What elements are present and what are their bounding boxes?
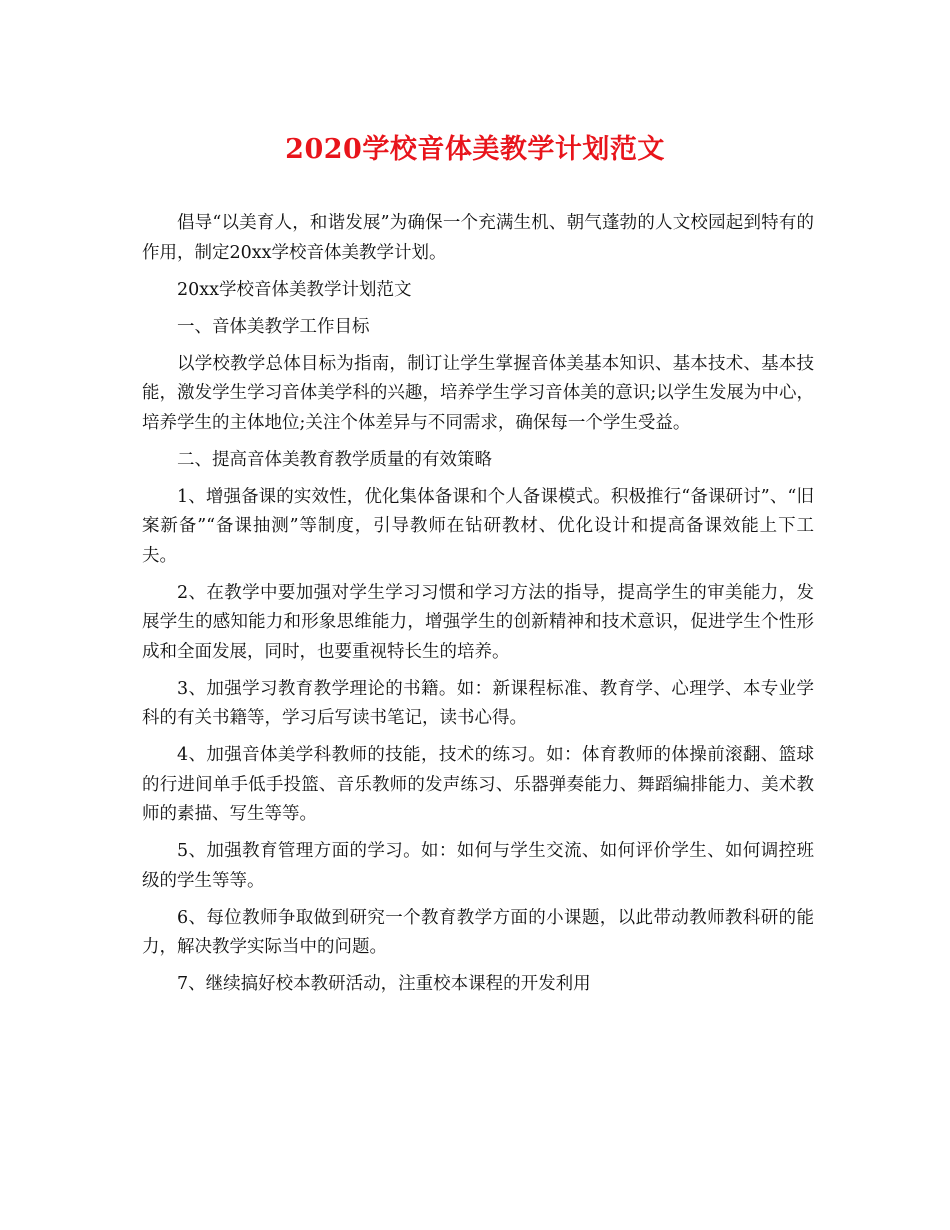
strategy-item-5: 5、加强教育管理方面的学习。如：如何与学生交流、如何评价学生、如何调控班级的学生等等。	[142, 841, 814, 891]
strategy-item-4: 4、加强音体美学科教师的技能，技术的练习。如：体育教师的体操前滚翻、篮球的行进间单手低手投篮、音乐教师的发声练习、乐器弹奏能力、舞蹈编排能力、美术教师的素描、写生等等。	[142, 745, 814, 824]
paragraph-intro: 倡导“以美育人，和谐发展”为确保一个充满生机、朝气蓬勃的人文校园起到特有的作用，制定20xx学校音体美教学计划。	[142, 213, 814, 263]
document-body	[142, 209, 814, 1007]
document-title: 2020学校音体美教学计划范文	[285, 134, 665, 165]
strategy-item-3: 3、加强学习教育教学理论的书籍。如：新课程标准、教育学、心理学、本专业学科的有关书籍等，学习后写读书笔记，读书心得。	[142, 678, 814, 728]
paragraph-goals: 以学校教学总体目标为指南，制订让学生掌握音体美基本知识、基本技术、基本技能，激发学生学习音体美学科的兴趣，培养学生学习音体美的意识;以学生发展为中心，培养学生的主体地位;关注个体差异与不同需求，确保每一个学生受益。	[142, 353, 814, 433]
section-heading-goals: 一、音体美教学工作目标	[177, 316, 370, 337]
strategy-item-2: 2、在教学中要加强对学生学习习惯和学习方法的指导，提高学生的审美能力，发展学生的感知能力和形象思维能力，增强学生的创新精神和技术意识，促进学生个性形成和全面发展，同时，也要重视特长生的培养。	[142, 582, 814, 662]
paragraph-subtitle: 20xx学校音体美教学计划范文	[177, 279, 412, 300]
section-heading-strategies: 二、提高音体美教育教学质量的有效策略	[177, 449, 492, 470]
strategy-item-6: 6、每位教师争取做到研究一个教育教学方面的小课题，以此带动教师教科研的能力，解决教学实际当中的问题。	[142, 907, 814, 957]
strategy-item-1: 1、增强备课的实效性，优化集体备课和个人备课模式。积极推行“备课研讨”、“旧案新备”“备课抽测”等制度，引导教师在钻研教材、优化设计和提高备课效能上下工夫。	[142, 486, 814, 566]
strategy-item-7: 7、继续搞好校本教研活动，注重校本课程的开发利用	[177, 974, 591, 994]
